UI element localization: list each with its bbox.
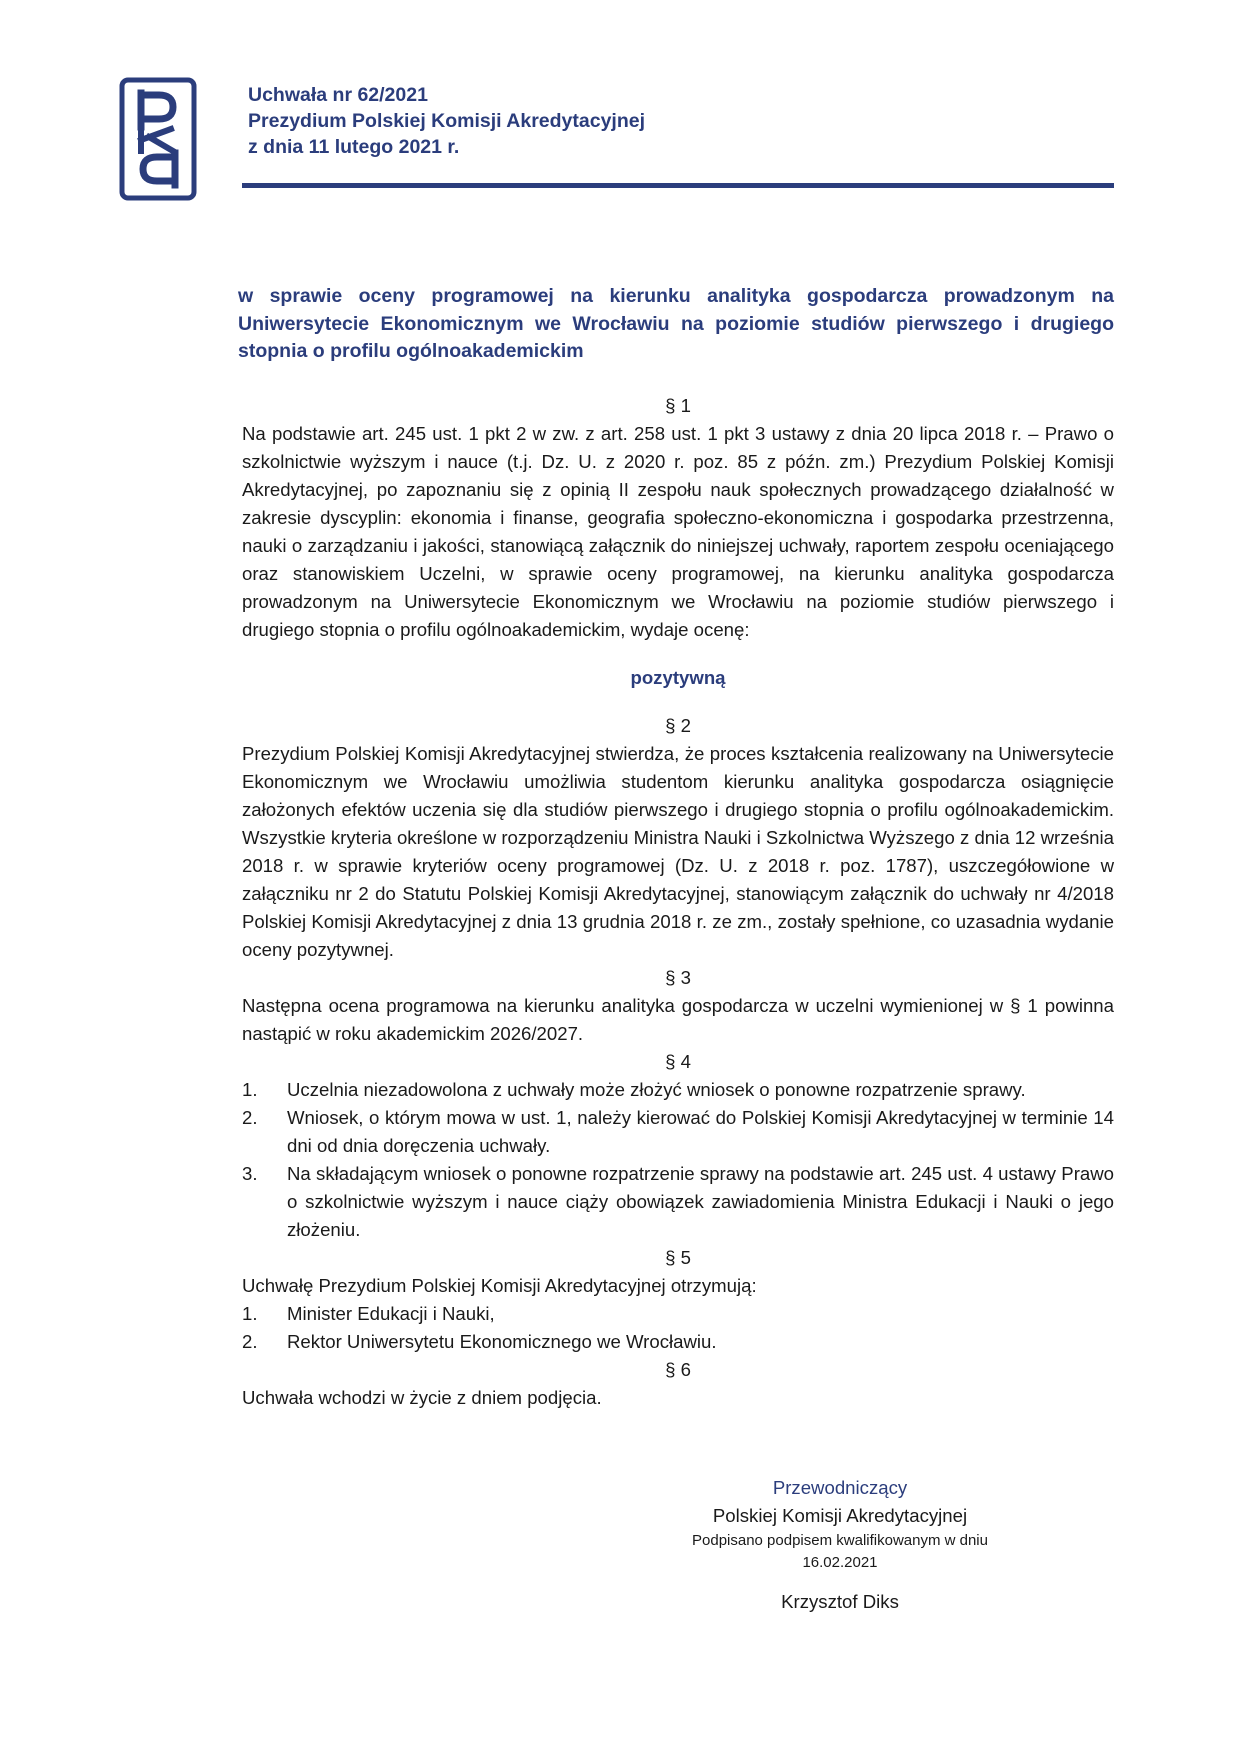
section-1-text: Na podstawie art. 245 ust. 1 pkt 2 w zw. z art. 258 ust. 1 pkt 3 ustawy z dnia 20 lipca 2018 r. – Prawo o szkolnictwie wyższym i nauce (t.j. Dz. U. z 2020 r. poz. 85 z późn. zm.) Prezydium Polskiej Komisji Akredytacyjnej, po zapoznaniu się z opinią II zespołu nauk społecznych prowadzącego działalność w zakresie dyscyplin: ekonomia i finanse, geografia społeczno-ekonomiczna i gospodarka przestrzenna, nauki o zarządzaniu i jakości, stanowiącą załącznik do niniejszej uchwały, raportem zespołu oceniającego oraz stanowiskiem Uczelni, w sprawie oceny programowej, na kierunku analityka gospodarcza prowadzonym na Uniwersytecie Ekonomicznym we Wrocławiu na poziomie studiów pierwszego i drugiego stopnia o profilu ogólnoakademickim, wydaje ocenę: (242, 423, 1114, 640)
section-2-sign: § 2 (665, 715, 691, 736)
signed-note: Podpisano podpisem kwalifikowanym w dniu (692, 1532, 988, 1549)
list-item-number: 1. (242, 1303, 258, 1324)
list-item (242, 1076, 1114, 1104)
list-item-text: Na składającym wniosek o ponowne rozpatrzenie sprawy na podstawie art. 245 ust. 4 ustawy Prawo o szkolnictwie wyższym i nauce ciąży obowiązek zawiadomienia Ministra Edukacji i Nauki o jego złożeniu. (287, 1163, 1114, 1240)
list-item-text: Minister Edukacji i Nauki, (287, 1303, 495, 1324)
pka-logo-icon (119, 77, 197, 201)
verdict: pozytywną (630, 667, 726, 688)
section-4-sign: § 4 (665, 1051, 691, 1072)
section-3-sign: § 3 (665, 967, 691, 988)
header-divider (242, 183, 1114, 188)
section-5-sign: § 5 (665, 1247, 691, 1268)
signed-date: 16.02.2021 (802, 1554, 878, 1571)
signatory-name: Krzysztof Diks (781, 1591, 899, 1612)
resolution-subject: w sprawie oceny programowej na kierunku analityka gospodarcza prowadzonym na Uniwersytecie Ekonomicznym we Wrocławiu na poziomie studiów pierwszego i drugiego stopnia o profilu ogólnoakademickim (238, 285, 1114, 362)
section-3-text: Następna ocena programowa na kierunku analityka gospodarcza w uczelni wymienionej w § 1 powinna nastąpić w roku akademickim 2026/2027. (242, 995, 1114, 1044)
section-5-list (242, 1300, 1114, 1356)
signatory-organization: Polskiej Komisji Akredytacyjnej (712, 1505, 968, 1526)
list-item-number: 2. (242, 1107, 258, 1128)
list-item-number: 3. (242, 1163, 258, 1184)
resolution-date: z dnia 11 lutego 2021 r. (248, 136, 460, 158)
list-item-text: Wniosek, o którym mowa w ust. 1, należy kierować do Polskiej Komisji Akredytacyjnej w terminie 14 dni od dnia doręczenia uchwały. (287, 1107, 1114, 1156)
list-item (242, 1328, 1114, 1356)
resolution-number: Uchwała nr 62/2021 (248, 84, 428, 106)
list-item-number: 1. (242, 1079, 258, 1100)
resolution-body (242, 392, 1114, 1412)
list-item-text: Rektor Uniwersytetu Ekonomicznego we Wrocławiu. (287, 1331, 717, 1352)
section-2-text: Prezydium Polskiej Komisji Akredytacyjnej stwierdza, że proces kształcenia realizowany na Uniwersytecie Ekonomicznym we Wrocławiu umożliwia studentom kierunku analityka gospodarcza osiągnięcie założonych efektów uczenia się dla studiów pierwszego i drugiego stopnia o profilu ogólnoakademickim. Wszystkie kryteria określone w rozporządzeniu Ministra Nauki i Szkolnictwa Wyższego z dnia 12 września 2018 r. w sprawie kryteriów oceny programowej (Dz. U. z 2018 r. poz. 1787), uszczegółowione w załączniku nr 2 do Statutu Polskiej Komisji Akredytacyjnej, stanowiącym załącznik do uchwały nr 4/2018 Polskiej Komisji Akredytacyjnej z dnia 13 grudnia 2018 r. ze zm., zostały spełnione, co uzasadnia wydanie oceny pozytywnej. (242, 743, 1114, 960)
list-item (242, 1160, 1114, 1244)
section-5-text: Uchwałę Prezydium Polskiej Komisji Akredytacyjnej otrzymują: (242, 1275, 757, 1296)
list-item (242, 1104, 1114, 1160)
list-item-number: 2. (242, 1331, 258, 1352)
section-6-sign: § 6 (665, 1359, 691, 1380)
section-1-sign: § 1 (665, 395, 691, 416)
list-item (242, 1300, 1114, 1328)
signature-block (640, 1474, 1040, 1616)
list-item-text: Uczelnia niezadowolona z uchwały może złożyć wniosek o ponowne rozpatrzenie sprawy. (287, 1079, 1026, 1100)
document-header (248, 82, 645, 160)
section-6-text: Uchwała wchodzi w życie z dniem podjęcia. (242, 1387, 602, 1408)
section-4-list (242, 1076, 1114, 1244)
signatory-role: Przewodniczący (772, 1477, 908, 1498)
issuing-body: Prezydium Polskiej Komisji Akredytacyjnej (248, 110, 646, 132)
